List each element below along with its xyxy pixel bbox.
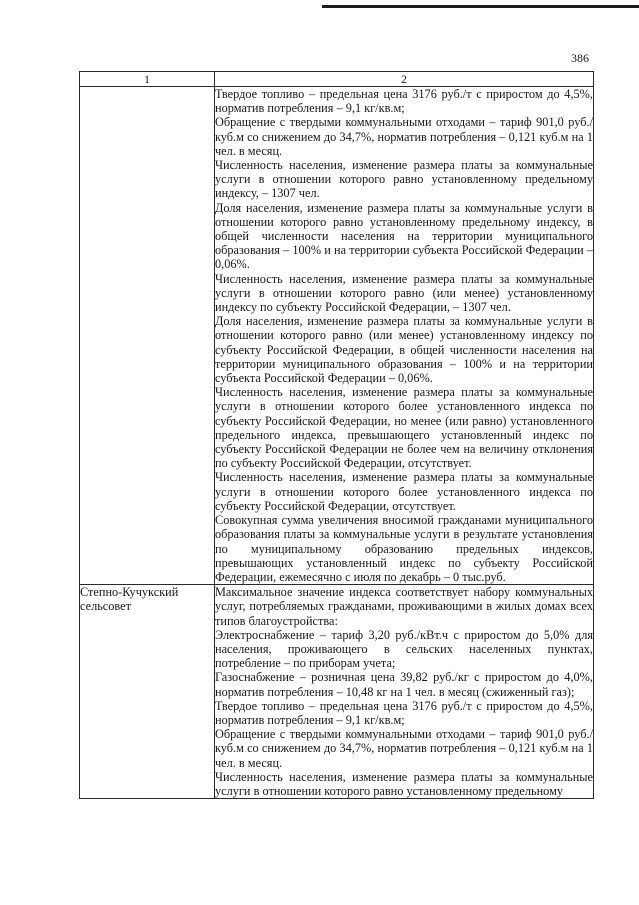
paragraph: Доля населения, изменение размера платы за коммунальные услуги в отношении которого равно (или менее) установленному индексу по субъекту Российской Федерации, в общей численности населения на территории муниципального образования – 100% и на территории субъекта Российской Федерации – 0,06%. — [215, 314, 593, 386]
paragraph: Газоснабжение – розничная цена 39,82 руб./кг с приростом до 4,0%, норматив потребления – 10,48 кг на 1 чел. в месяц (сжиженный газ); — [215, 670, 593, 699]
paragraph: Максимальное значение индекса соответствует набору коммунальных услуг, потребляемых гражданами, проживающими в жилых домах всех типов благоустройства: — [215, 585, 593, 628]
paragraph: Численность населения, изменение размера платы за коммунальные услуги в отношении которого равно установленному предельному — [215, 769, 593, 798]
top-rule — [322, 5, 639, 8]
table-header-row — [80, 72, 594, 87]
paragraph: Обращение с твердыми коммунальными отходами – тариф 901,0 руб./куб.м со снижением до 34,7%, норматив потребления – 0,121 куб.м на 1 чел. в месяц. — [215, 115, 593, 158]
paragraph: Численность населения, изменение размера платы за коммунальные услуги в отношении которого более установленного индекса по субъекту Российской Федерации, но менее (или равно) установленного предельного индекса, превышающего установленный индекс по субъекту Российской Федерации не более чем на величину отклонения по субъекту Российской Федерации, отсутствует. — [215, 385, 593, 471]
paragraph: Твердое топливо – предельная цена 3176 руб./т с приростом до 4,5%, норматив потребления – 9,1 кг/кв.м; — [215, 698, 593, 727]
table-row — [80, 585, 594, 799]
description-cell — [215, 87, 594, 585]
municipality-cell: Степно-Кучукский сельсовет — [80, 585, 215, 799]
document-table — [79, 71, 594, 799]
paragraph: Численность населения, изменение размера платы за коммунальные услуги в отношении которого равно (или менее) установленному индексу по субъекту Российской Федерации, – 1307 чел. — [215, 271, 593, 315]
page-number: 386 — [571, 51, 589, 65]
paragraph: Численность населения, изменение размера платы за коммунальные услуги в отношении которого более установленного индекса по субъекту Российской Федерации, отсутствует. — [215, 470, 593, 513]
paragraph: Совокупная сумма увеличения вносимой гражданами муниципального образования платы за коммунальные услуги в результате установления по муниципальному образованию предельных индексов, превышающих установленный индекс по субъекту Российской Федерации, ежемесячно с июля по декабрь – 0 тыс.руб. — [215, 513, 593, 584]
table-row — [80, 87, 594, 585]
paragraph: Доля населения, изменение размера платы за коммунальные услуги в отношении которого равно установленному предельному индексу, в общей численности населения на территории муниципального образования – 100% и на территории субъекта Российской Федерации – 0,06%. — [215, 200, 593, 272]
paragraph: Твердое топливо – предельная цена 3176 руб./т с приростом до 4,5%, норматив потребления – 9,1 кг/кв.м; — [215, 87, 593, 116]
description-cell — [215, 585, 594, 799]
municipality-cell — [80, 87, 215, 585]
column-header-1: 1 — [80, 72, 215, 87]
column-header-2: 2 — [215, 72, 594, 87]
paragraph: Численность населения, изменение размера платы за коммунальные услуги в отношении которого равно установленному предельному индексу, – 1307 чел. — [215, 158, 593, 201]
paragraph: Электроснабжение – тариф 3,20 руб./кВт.ч с приростом до 5,0% для населения, проживающего в сельских населенных пунктах, потребление – по приборам учета; — [215, 627, 593, 671]
paragraph: Обращение с твердыми коммунальными отходами – тариф 901,0 руб./куб.м со снижением до 34,7%, норматив потребления – 0,121 куб.м на 1 чел. в месяц. — [215, 727, 593, 770]
